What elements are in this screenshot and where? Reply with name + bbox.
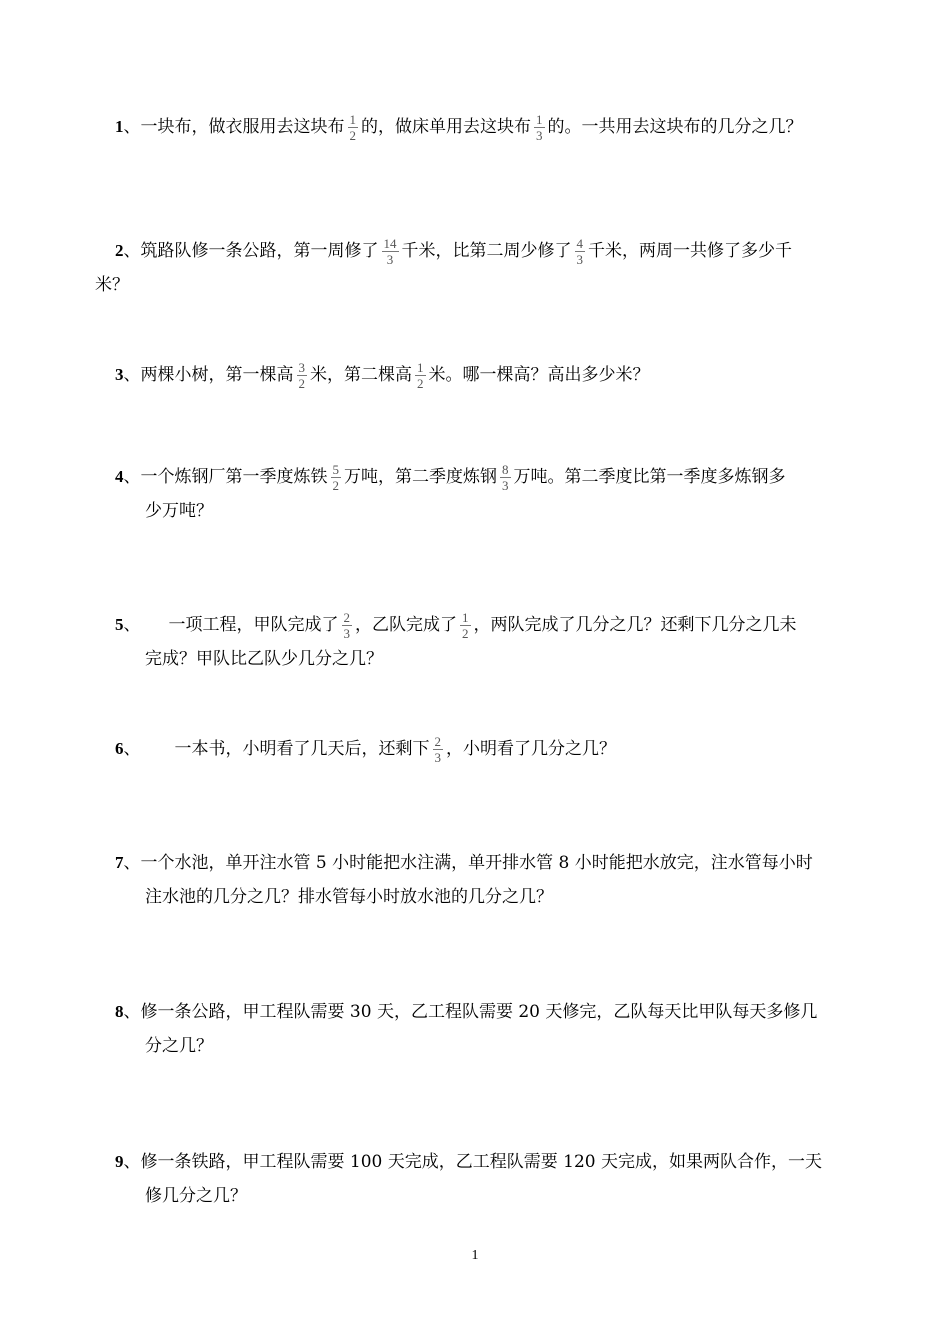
- numerator: 1: [417, 360, 424, 375]
- numerator: 2: [343, 610, 350, 625]
- question-text: 、: [123, 615, 141, 635]
- question-text: 千米，两周一共修了多少千: [588, 241, 792, 261]
- question-4: [115, 460, 860, 528]
- denominator: 3: [386, 252, 394, 267]
- numerator: 5: [332, 462, 339, 477]
- numerator: 8: [502, 462, 509, 477]
- question-text: 的，做床单用去这块布: [361, 117, 531, 137]
- question-text-continued: 完成？甲队比乙队少几分之几？: [145, 649, 383, 669]
- fraction: [534, 112, 545, 143]
- question-text-continued: 分之几？: [145, 1036, 213, 1056]
- denominator: 2: [349, 128, 356, 143]
- numerator: 1: [536, 112, 543, 127]
- denominator: 2: [462, 626, 469, 641]
- question-3: [115, 358, 860, 392]
- question-text-continued: 少万吨？: [145, 501, 213, 521]
- numerator: 3: [298, 360, 305, 375]
- question-number: 2: [115, 241, 124, 260]
- question-number: 7: [115, 853, 124, 872]
- question-text: 、一个炼钢厂第一季度炼铁: [123, 467, 328, 487]
- question-text: 一项工程，甲队完成了: [168, 615, 339, 635]
- question-text-continued: 修几分之几？: [145, 1186, 247, 1206]
- question-text: 米。哪一棵高？高出多少米？: [428, 365, 650, 385]
- question-text: ，乙队完成了: [355, 615, 457, 635]
- fraction: [460, 610, 471, 641]
- fraction: [297, 360, 308, 391]
- question-text: 的。一共用去这块布的几分之几？: [547, 117, 803, 137]
- question-text: 千米，比第二周少修了: [401, 241, 572, 261]
- question-8: [115, 995, 860, 1063]
- question-1: [115, 110, 860, 144]
- fraction: [382, 236, 399, 267]
- denominator: 3: [343, 626, 350, 641]
- question-number: 8: [115, 1002, 124, 1021]
- question-text: 、修一条公路，甲工程队需要 30 天，乙工程队需要 20 天修完，乙队每天比甲队每天多修几: [123, 1002, 818, 1022]
- question-text: 一本书，小明看了几天后，还剩下: [174, 739, 430, 759]
- question-text: 万吨。第二季度比第一季度多炼钢多: [513, 467, 786, 487]
- question-number: 4: [115, 467, 124, 486]
- numerator: 1: [462, 610, 469, 625]
- fraction: [415, 360, 426, 391]
- page-number: 1: [471, 1248, 479, 1263]
- fraction: [433, 734, 444, 765]
- denominator: 2: [417, 376, 424, 391]
- question-text: 、修一条铁路，甲工程队需要 100 天完成，乙工程队需要 120 天完成，如果两队合作，一天: [123, 1152, 823, 1172]
- question-text: 、两棵小树，第一棵高: [123, 365, 294, 385]
- question-6: [115, 732, 860, 766]
- question-text: 万吨，第二季度炼钢: [344, 467, 497, 487]
- numerator: 2: [434, 734, 441, 749]
- question-text: 、: [123, 739, 141, 759]
- denominator: 2: [298, 376, 305, 391]
- denominator: 3: [536, 128, 543, 143]
- numerator: 1: [349, 112, 356, 127]
- question-text-continued: 米？: [95, 275, 129, 295]
- denominator: 3: [502, 478, 509, 493]
- question-number: 3: [115, 365, 124, 384]
- fraction: [342, 610, 353, 641]
- numerator: 14: [383, 236, 397, 251]
- question-5: [115, 608, 860, 676]
- question-2: [95, 234, 860, 302]
- numerator: 4: [576, 236, 583, 251]
- denominator: 3: [576, 252, 583, 267]
- denominator: 3: [434, 750, 441, 765]
- fraction: [331, 462, 342, 493]
- question-text-continued: 注水池的几分之几？排水管每小时放水池的几分之几？: [145, 887, 553, 907]
- question-number: 5: [115, 615, 124, 634]
- fraction: [575, 236, 586, 267]
- question-text: 、一块布，做衣服用去这块布: [123, 117, 345, 137]
- question-number: 9: [115, 1152, 124, 1171]
- question-text: 、筑路队修一条公路，第一周修了: [123, 241, 379, 261]
- question-text: ，两队完成了几分之几？还剩下几分之几未: [473, 615, 797, 635]
- question-number: 1: [115, 117, 124, 136]
- question-text: ，小明看了几分之几？: [446, 739, 616, 759]
- fraction: [348, 112, 359, 143]
- question-number: 6: [115, 739, 124, 758]
- question-text: 、一个水池，单开注水管 5 小时能把水注满，单开排水管 8 小时能把水放完，注水管每小时: [123, 853, 813, 873]
- question-9: [115, 1145, 860, 1213]
- denominator: 2: [332, 478, 339, 493]
- question-text: 米，第二棵高: [310, 365, 412, 385]
- question-7: [115, 846, 860, 914]
- fraction: [500, 462, 511, 493]
